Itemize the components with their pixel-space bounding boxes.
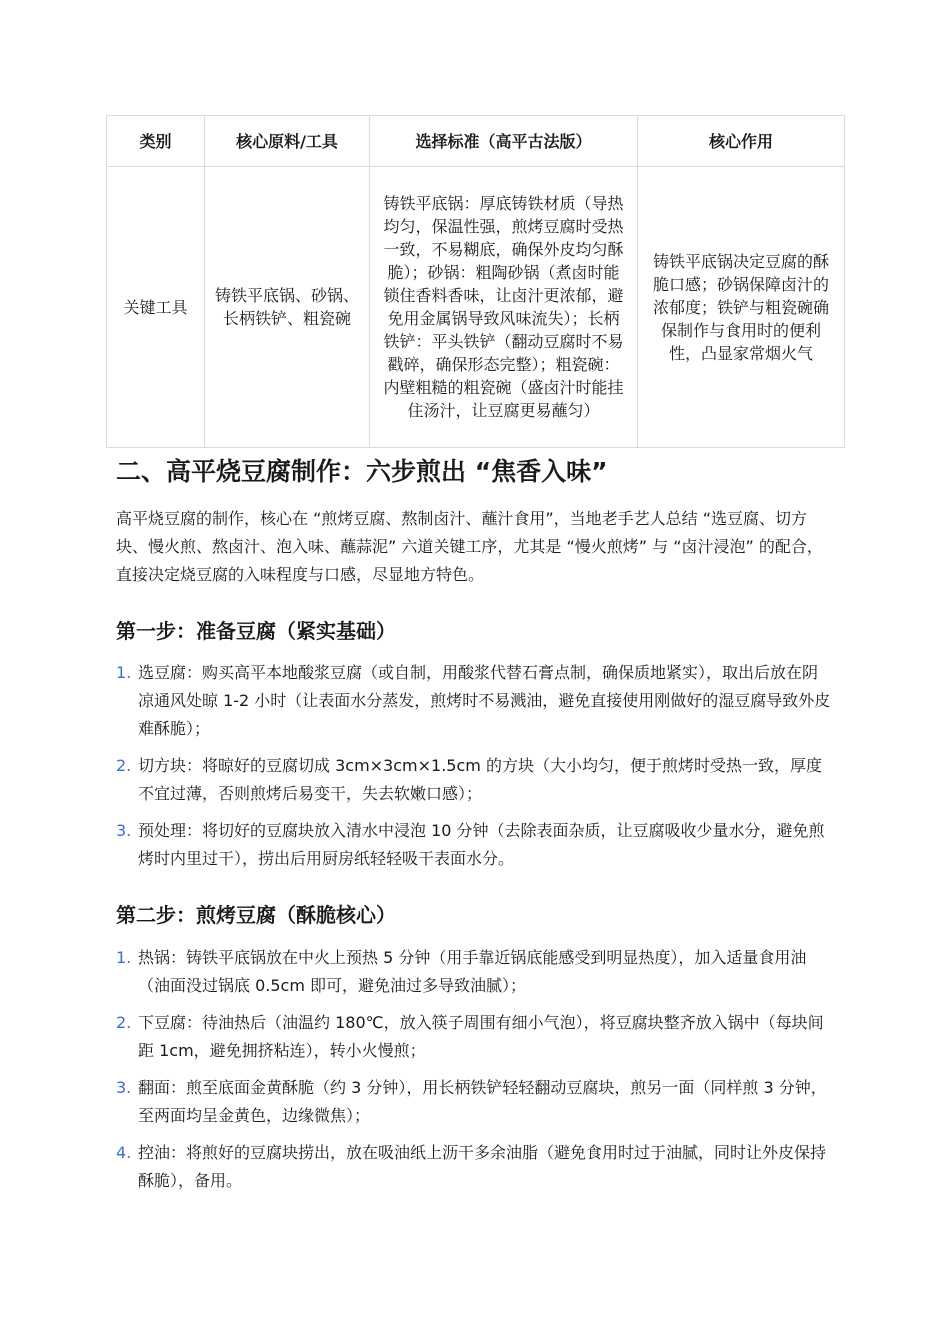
list-item (116, 752, 832, 808)
list-text: 预处理：将切好的豆腐块放入清水中浸泡 10 分钟（去除表面杂质，让豆腐吸收少量水分，避免煎烤时内里过干），捞出后用厨房纸轻轻吸干表面水分。 (138, 821, 825, 868)
list-item (116, 1074, 832, 1130)
section-intro: 高平烧豆腐的制作，核心在 “煎烤豆腐、熬制卤汁、蘸汁食用”，当地老手艺人总结 “选豆腐、切方块、慢火煎、熬卤汁、泡入味、蘸蒜泥” 六道关键工序，尤其是 “慢火煎烤” 与 “卤汁浸泡” 的配合，直接决定烧豆腐的入味程度与口感，尽显地方特色。 (116, 509, 823, 584)
header-items: 核心原料/工具 (205, 116, 370, 167)
list-number: 1. (116, 948, 132, 967)
tools-table (106, 115, 845, 448)
list-item (116, 817, 832, 873)
list-number: 2. (116, 756, 132, 775)
list-item (116, 659, 832, 743)
list-number: 3. (116, 1078, 132, 1097)
list-number: 2. (116, 1013, 132, 1032)
list-item (116, 1139, 832, 1195)
step1-list (116, 659, 832, 882)
list-number: 1. (116, 663, 132, 682)
cell-items: 铸铁平底锅、砂锅、长柄铁铲、粗瓷碗 (205, 167, 370, 448)
list-text: 翻面：煎至底面金黄酥脆（约 3 分钟），用长柄铁铲轻轻翻动豆腐块，煎另一面（同样煎 3 分钟，至两面均呈金黄色，边缘微焦）； (138, 1078, 827, 1125)
step2-list (116, 944, 832, 1204)
list-text: 选豆腐：购买高平本地酸浆豆腐（或自制，用酸浆代替石膏点制，确保质地紧实），取出后放在阴凉通风处晾 1-2 小时（让表面水分蒸发，煎烤时不易溅油，避免直接使用刚做好的湿豆腐导致外皮难酥脆）； (138, 663, 831, 738)
table-row (107, 167, 845, 448)
list-text: 热锅：铸铁平底锅放在中火上预热 5 分钟（用手靠近锅底能感受到明显热度），加入适量食用油（油面没过锅底 0.5cm 即可，避免油过多导致油腻）； (138, 948, 807, 995)
section-title: 二、高平烧豆腐制作：六步煎出 “焦香入味” (116, 457, 608, 486)
cell-role: 铸铁平底锅决定豆腐的酥脆口感；砂锅保障卤汁的浓郁度；铁铲与粗瓷碗确保制作与食用时的便利性，凸显家常烟火气 (638, 167, 845, 448)
list-text: 切方块：将晾好的豆腐切成 3cm×3cm×1.5cm 的方块（大小均匀，便于煎烤时受热一致，厚度不宜过薄，否则煎烤后易变干，失去软嫩口感）； (138, 756, 822, 803)
step2-title: 第二步：煎烤豆腐（酥脆核心） (116, 903, 396, 927)
step1-title: 第一步：准备豆腐（紧实基础） (116, 619, 396, 643)
list-text: 控油：将煎好的豆腐块捞出，放在吸油纸上沥干多余油脂（避免食用时过于油腻，同时让外皮保持酥脆），备用。 (138, 1143, 827, 1190)
list-number: 4. (116, 1143, 132, 1162)
table-header-row (107, 116, 845, 167)
header-role: 核心作用 (638, 116, 845, 167)
cell-category: 关键工具 (107, 167, 205, 448)
list-item (116, 944, 832, 1000)
header-standard: 选择标准（高平古法版） (370, 116, 638, 167)
cell-standard: 铸铁平底锅：厚底铸铁材质（导热均匀，保温性强，煎烤豆腐时受热一致，不易糊底，确保外皮均匀酥脆）；砂锅：粗陶砂锅（煮卤时能锁住香料香味，让卤汁更浓郁，避免用金属锅导致风味流失）；长柄铁铲：平头铁铲（翻动豆腐时不易戳碎，确保形态完整）；粗瓷碗：内壁粗糙的粗瓷碗（盛卤汁时能挂住汤汁，让豆腐更易蘸匀） (370, 167, 638, 448)
list-item (116, 1009, 832, 1065)
list-number: 3. (116, 821, 132, 840)
list-text: 下豆腐：待油热后（油温约 180℃，放入筷子周围有细小气泡），将豆腐块整齐放入锅中（每块间距 1cm，避免拥挤粘连），转小火慢煎； (138, 1013, 824, 1060)
header-category: 类别 (107, 116, 205, 167)
